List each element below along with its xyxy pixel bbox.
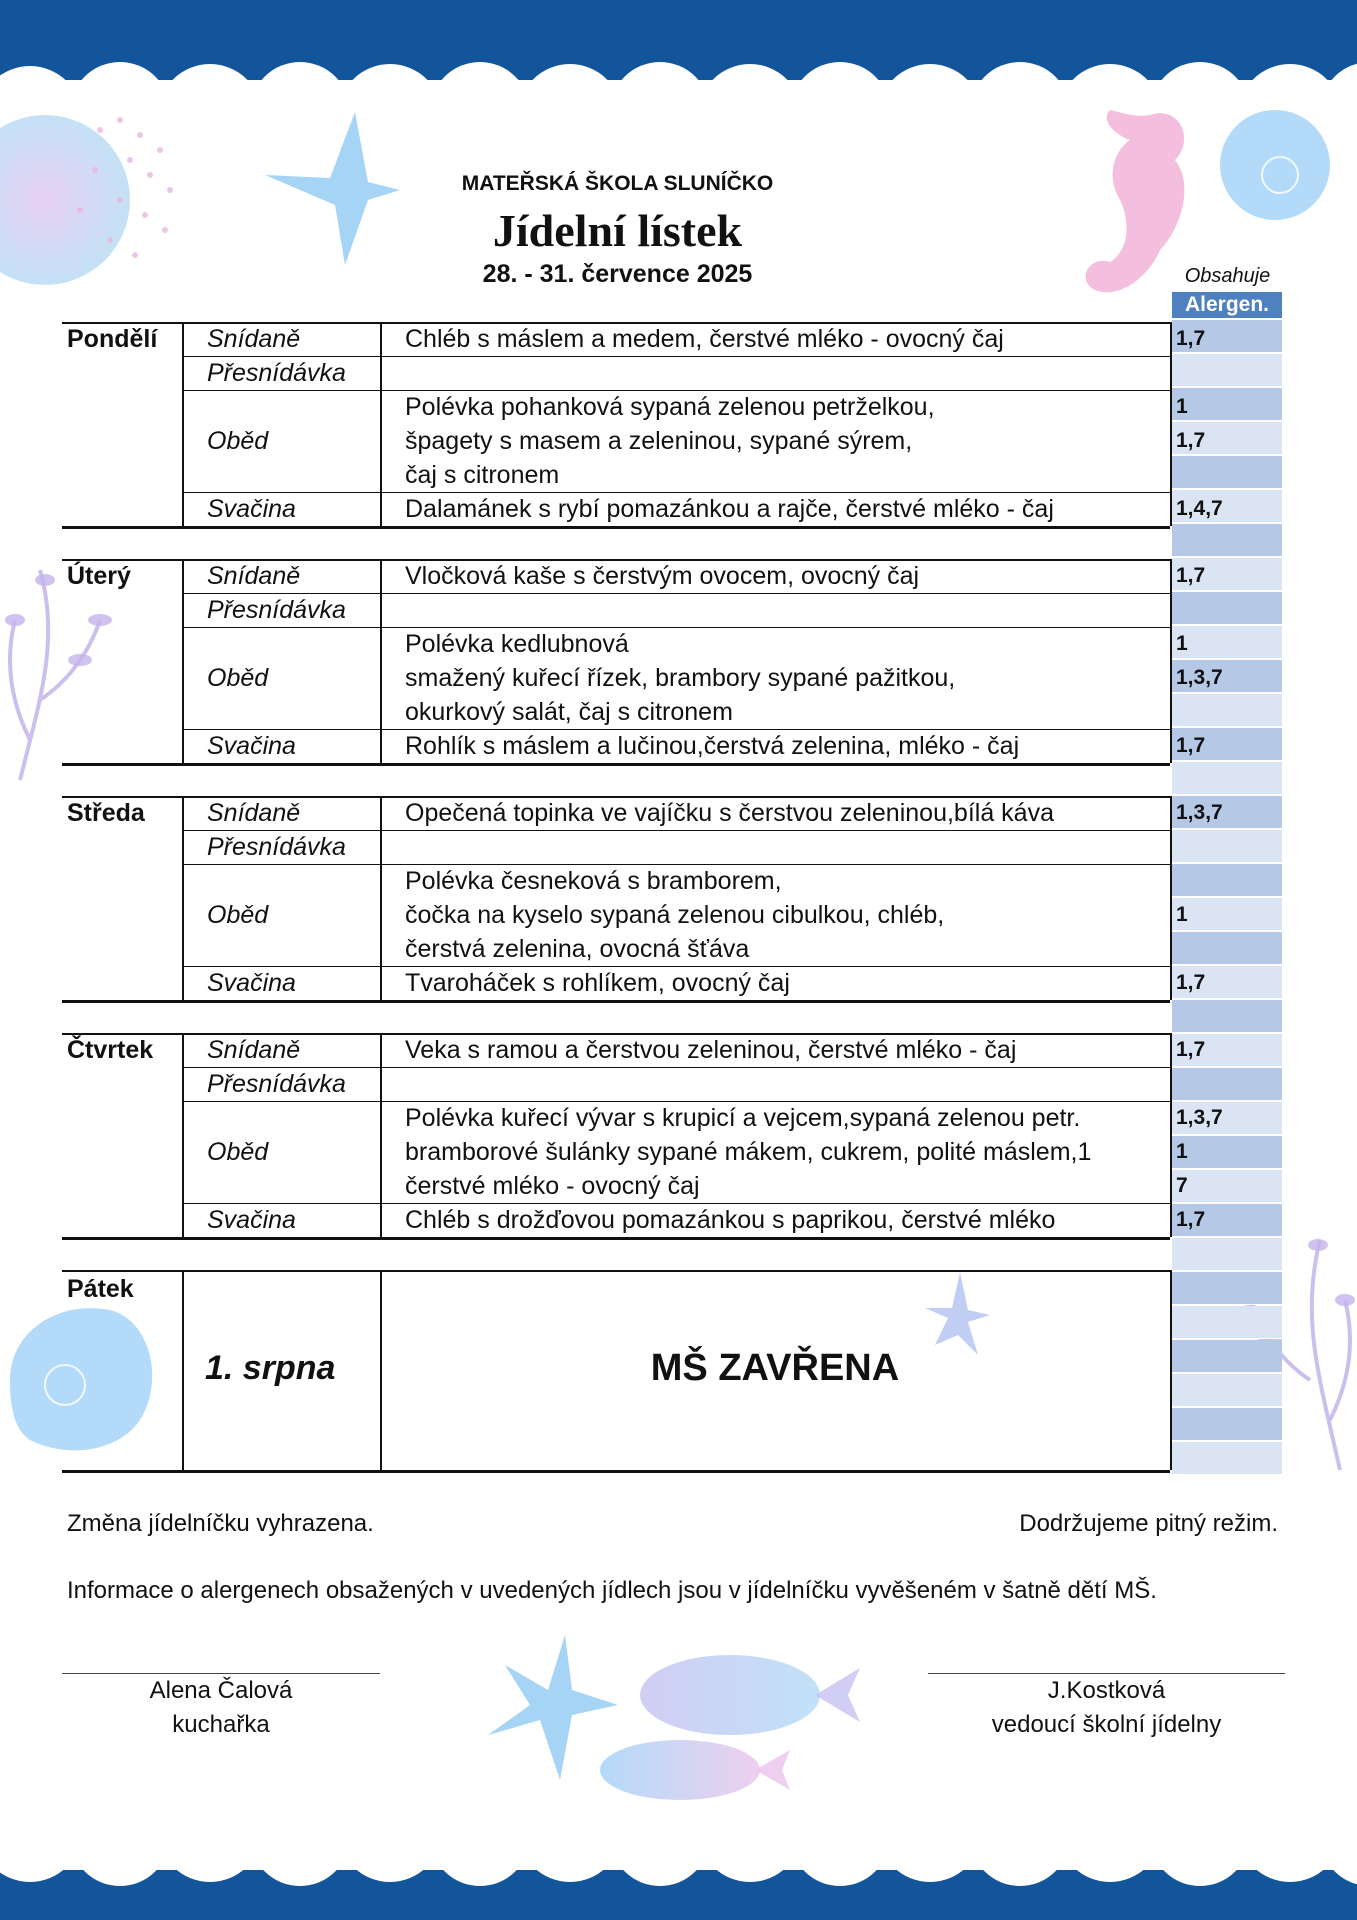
rule [62, 763, 1170, 766]
allergen-code: 1,3,7 [1176, 666, 1223, 689]
rule [182, 559, 184, 763]
allergen-code: 1,7 [1176, 429, 1206, 452]
allergen-stripe [1172, 1374, 1282, 1407]
meal-label: Oběd [207, 664, 269, 692]
allergen-code: 1,4,7 [1176, 497, 1223, 520]
page-title: Jídelní lístek [492, 205, 743, 256]
allergen-code: 1,3,7 [1176, 801, 1223, 824]
allergen-stripe [1172, 456, 1282, 489]
rule [1170, 796, 1172, 1000]
rule [182, 1270, 184, 1470]
allergen-code: 1,3,7 [1176, 1106, 1223, 1129]
allergen-stripe [1172, 626, 1282, 659]
rule [380, 322, 382, 526]
dish-line: špagety s masem a zeleninou, sypané sýrem, [405, 427, 913, 455]
meal-label: Svačina [207, 495, 296, 523]
shell-bottom-icon [10, 1308, 152, 1450]
rule [1170, 559, 1172, 763]
rule [62, 796, 182, 798]
meal-label: Přesnídávka [207, 359, 346, 387]
friday-date: 1. srpna [205, 1349, 336, 1387]
meal-label: Svačina [207, 732, 296, 760]
meal-label: Přesnídávka [207, 1070, 346, 1098]
dish-line: Veka s ramou a čerstvou zeleninou, čerstvé mléko - čaj [405, 1036, 1017, 1064]
small-starfish-icon [925, 1272, 990, 1355]
allergen-code: 7 [1176, 1174, 1188, 1197]
allergen-stripe [1172, 388, 1282, 421]
allergen-stripe [1172, 1136, 1282, 1169]
allergen-code: 1,7 [1176, 1038, 1206, 1061]
seaweed-left-icon [10, 570, 100, 780]
allergen-stripe [1172, 694, 1282, 727]
allergen-stripe [1172, 1408, 1282, 1441]
day-label: Pátek [67, 1275, 134, 1303]
meal-label: Svačina [207, 969, 296, 997]
allergen-stripe [1172, 1306, 1282, 1339]
drinking-notice: Dodržujeme pitný režim. [1019, 1510, 1278, 1537]
manager-name: J.Kostková [1047, 1677, 1166, 1704]
allergen-stripe [1172, 354, 1282, 387]
rule [62, 559, 182, 561]
allergen-code: 1,7 [1176, 327, 1206, 350]
day-label: Středa [67, 799, 145, 827]
day-label: Čtvrtek [67, 1036, 154, 1064]
allergen-column-header: Alergen. [1172, 292, 1282, 318]
dish-line: Vločková kaše s čerstvým ovocem, ovocný čaj [405, 562, 920, 590]
rule [182, 627, 1170, 628]
rule [62, 1270, 1170, 1272]
dish-line: čerstvá zelenina, ovocná šťáva [405, 935, 750, 963]
dish-line: Tvaroháček s rohlíkem, ovocný čaj [405, 969, 790, 997]
allergen-stripe [1172, 1170, 1282, 1203]
rule [62, 1470, 1170, 1473]
shell-icon [1220, 110, 1330, 220]
rule [1170, 322, 1172, 526]
manager-role: vedoucí školní jídelny [991, 1711, 1222, 1738]
dish-line: Polévka pohanková sypaná zelenou petrželkou, [405, 393, 935, 421]
dish-line: Chléb s máslem a medem, čerstvé mléko - ovocný čaj [405, 325, 1004, 353]
fish-icon [640, 1655, 820, 1735]
allergen-column-caption: Obsahuje [1184, 265, 1271, 287]
rule [62, 1000, 1170, 1003]
closed-notice: MŠ ZAVŘENA [650, 1347, 900, 1389]
dish-line: čerstvé mléko - ovocný čaj [405, 1172, 700, 1200]
rule [1170, 1270, 1172, 1470]
dish-line: okurkový salát, čaj s citronem [405, 698, 733, 726]
rule [380, 1033, 382, 1237]
meal-label: Oběd [207, 901, 269, 929]
allergen-stripe [1172, 1340, 1282, 1373]
meal-label: Snídaně [207, 562, 301, 590]
dish-line: bramborové šulánky sypané mákem, cukrem, polité máslem,1 [405, 1138, 1092, 1166]
day-label: Pondělí [67, 325, 158, 353]
allergen-stripe [1172, 1442, 1282, 1475]
rule [62, 526, 1170, 529]
allergen-stripe [1172, 762, 1282, 795]
allergen-info: Informace o alergenech obsažených v uvedených jídlech jsou v jídelníčku vyvěšeném v šatně dětí MŠ. [67, 1577, 1157, 1604]
meal-label: Oběd [207, 1138, 269, 1166]
starfish-bottom-icon [488, 1635, 618, 1780]
rule [62, 1033, 182, 1035]
allergen-code: 1,7 [1176, 971, 1206, 994]
dish-line: Chléb s drožďovou pomazánkou s paprikou, čerstvé mléko [405, 1206, 1056, 1234]
dish-line: Rohlík s máslem a lučinou,čerstvá zelenina, mléko - čaj [405, 732, 1020, 760]
change-notice: Změna jídelníčku vyhrazena. [67, 1510, 374, 1537]
allergen-stripe [1172, 1272, 1282, 1305]
dish-line: Polévka kuřecí vývar s krupicí a vejcem,sypaná zelenou petr. [405, 1104, 1081, 1132]
allergen-code: 1,7 [1176, 564, 1206, 587]
allergen-stripe [1172, 864, 1282, 897]
meal-label: Oběd [207, 427, 269, 455]
rule [380, 796, 382, 1000]
dish-line: čaj s citronem [405, 461, 560, 489]
allergen-stripe [1172, 1238, 1282, 1271]
signature-line-cook [62, 1673, 380, 1674]
meal-label: Snídaně [207, 1036, 301, 1064]
allergen-stripe [1172, 1000, 1282, 1033]
meal-label: Přesnídávka [207, 596, 346, 624]
meal-label: Snídaně [207, 799, 301, 827]
allergen-code: 1 [1176, 632, 1188, 655]
dish-line: Dalamánek s rybí pomazánkou a rajče, čerstvé mléko - čaj [405, 495, 1054, 523]
meal-label: Svačina [207, 1206, 296, 1234]
dish-line: smažený kuřecí řízek, brambory sypané pažitkou, [405, 664, 956, 692]
dish-line: čočka na kyselo sypaná zelenou cibulkou, chléb, [405, 901, 945, 929]
allergen-stripe [1172, 1068, 1282, 1101]
allergen-code: 1 [1176, 395, 1188, 418]
allergen-code: 1,7 [1176, 1208, 1206, 1231]
rule [62, 322, 182, 324]
rule [1170, 1033, 1172, 1237]
allergen-stripe [1172, 830, 1282, 863]
allergen-stripe [1172, 524, 1282, 557]
meal-label: Snídaně [207, 325, 301, 353]
allergen-stripe [1172, 898, 1282, 931]
allergen-stripe [1172, 932, 1282, 965]
rule [182, 1033, 184, 1237]
dish-line: Opečená topinka ve vajíčku s čerstvou zeleninou,bílá káva [405, 799, 1054, 827]
signature-line-manager [928, 1673, 1285, 1674]
allergen-stripe [1172, 592, 1282, 625]
rule [62, 1237, 1170, 1240]
cook-role: kuchařka [172, 1711, 270, 1738]
dish-line: Polévka česneková s bramborem, [405, 867, 782, 895]
cook-name: Alena Čalová [149, 1677, 293, 1704]
rule [182, 796, 184, 1000]
school-name: MATEŘSKÁ ŠKOLA SLUNÍČKO [461, 172, 774, 195]
allergen-code: 1 [1176, 1140, 1188, 1163]
date-range: 28. - 31. července 2025 [482, 260, 753, 288]
allergen-code: 1 [1176, 903, 1188, 926]
dish-line: Polévka kedlubnová [405, 630, 629, 658]
day-label: Úterý [67, 562, 131, 590]
meal-label: Přesnídávka [207, 833, 346, 861]
rule [380, 559, 382, 763]
small-fish-icon [600, 1740, 760, 1800]
allergen-code: 1,7 [1176, 734, 1206, 757]
rule [182, 322, 184, 526]
